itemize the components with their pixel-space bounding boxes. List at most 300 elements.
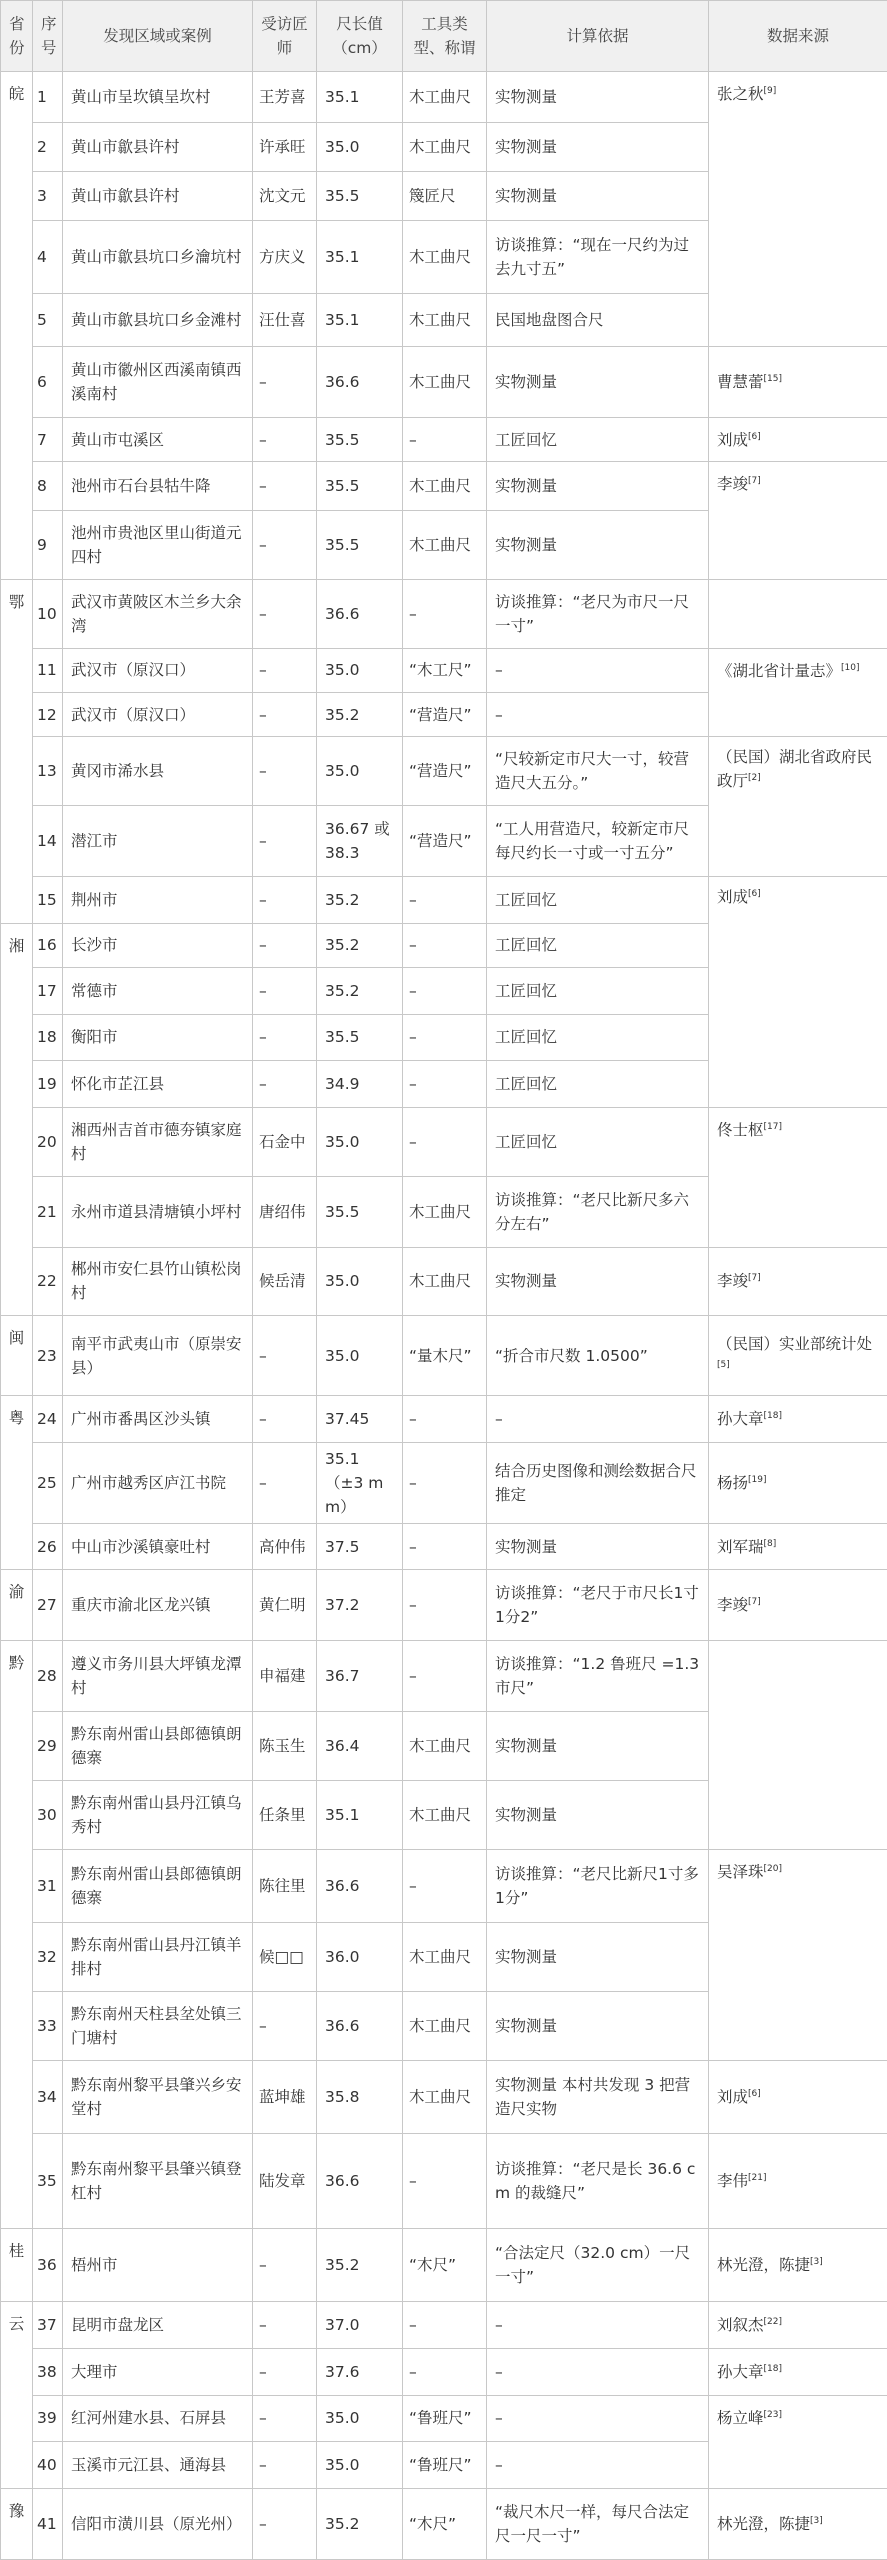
province-cell: 皖 [1, 71, 33, 579]
table-row [1, 2302, 887, 2349]
row-value: 35.1 [317, 71, 403, 122]
row-craftsman: – [253, 2442, 317, 2489]
row-craftsman: – [253, 1991, 317, 2060]
row-basis: 访谈推算：“现在一尺约为过去九寸五” [487, 220, 709, 293]
row-region: 昆明市盘龙区 [63, 2302, 253, 2349]
row-basis: 实物测量 [487, 1712, 709, 1781]
row-region: 黄山市歙县许村 [63, 171, 253, 220]
row-tool: “量木尺” [403, 1316, 487, 1396]
source-ref: [7] [748, 476, 761, 487]
header-value: 尺长值（cm） [317, 1, 403, 72]
row-craftsman: – [253, 877, 317, 924]
row-value: 36.67 或38.3 [317, 806, 403, 877]
row-value: 35.2 [317, 968, 403, 1015]
row-craftsman: – [253, 2348, 317, 2395]
table-row [1, 418, 887, 462]
row-basis: 实物测量 [487, 1523, 709, 1570]
row-region: 潜江市 [63, 806, 253, 877]
row-value: 35.0 [317, 123, 403, 172]
row-no: 28 [33, 1641, 63, 1712]
row-region: 黔东南州黎平县肇兴乡安堂村 [63, 2060, 253, 2133]
row-region: 黔东南州雷山县丹江镇乌秀村 [63, 1781, 253, 1850]
row-craftsman: 汪仕喜 [253, 293, 317, 346]
row-source [709, 2060, 887, 2133]
row-region: 黄山市歙县坑口乡瀹坑村 [63, 220, 253, 293]
source-ref: [9] [763, 85, 777, 96]
row-no: 14 [33, 806, 63, 877]
header-province: 省份 [1, 1, 33, 72]
row-craftsman: – [253, 418, 317, 462]
row-tool: 木工曲尺 [403, 1781, 487, 1850]
row-value: 35.0 [317, 1316, 403, 1396]
source-ref: [22] [763, 2317, 782, 2327]
source-text: 刘叙杰 [717, 2316, 764, 2335]
row-value: 35.0 [317, 1107, 403, 1176]
row-basis: 实物测量 本村共发现 3 把营造尺实物 [487, 2060, 709, 2133]
row-value: 36.4 [317, 1712, 403, 1781]
row-region: 常德市 [63, 968, 253, 1015]
row-basis: 访谈推算：“老尺是长 36.6 cm 的裁缝尺” [487, 2133, 709, 2228]
row-basis: 访谈推算：“老尺比新尺多六分左右” [487, 1176, 709, 1247]
table-row [1, 1316, 887, 1396]
row-source [709, 2395, 887, 2488]
row-tool: – [403, 1061, 487, 1108]
row-craftsman: 王芳喜 [253, 71, 317, 122]
row-value: 35.5 [317, 418, 403, 462]
row-value: 36.6 [317, 347, 403, 418]
row-region: 黔东南州雷山县丹江镇羊排村 [63, 1923, 253, 1992]
province-cell: 渝 [1, 1570, 33, 1641]
row-basis: 工匠回忆 [487, 418, 709, 462]
province-cell: 粤 [1, 1396, 33, 1570]
row-tool: “木尺” [403, 2229, 487, 2302]
row-basis: 实物测量 [487, 123, 709, 172]
row-value: 35.1 [317, 293, 403, 346]
table-row [1, 347, 887, 418]
table-row [1, 1849, 887, 1922]
row-basis: “工人用营造尺，较新定市尺每尺约长一寸或一寸五分” [487, 806, 709, 877]
row-region: 玉溪市元江县、通海县 [63, 2442, 253, 2489]
row-value: 36.6 [317, 1991, 403, 2060]
row-source [709, 1107, 887, 1247]
row-basis: 实物测量 [487, 171, 709, 220]
row-craftsman: – [253, 1396, 317, 1443]
row-region: 广州市越秀区庐江书院 [63, 1442, 253, 1523]
source-text: （民国）湖北省政府民政厅 [717, 748, 873, 791]
row-tool: “木尺” [403, 2488, 487, 2559]
source-text: 林光澄，陈捷 [717, 2256, 811, 2275]
row-basis: – [487, 693, 709, 737]
row-no: 7 [33, 418, 63, 462]
row-craftsman: 陈往里 [253, 1849, 317, 1922]
header-region: 发现区域或案例 [63, 1, 253, 72]
row-source [709, 1316, 887, 1396]
table-row [1, 877, 887, 924]
row-value: 36.6 [317, 2133, 403, 2228]
table-row [1, 462, 887, 511]
row-craftsman: – [253, 737, 317, 806]
row-tool: – [403, 1641, 487, 1712]
row-no: 9 [33, 511, 63, 580]
table-row [1, 1641, 887, 1712]
source-ref: [20] [763, 1863, 782, 1874]
row-no: 6 [33, 347, 63, 418]
header-row [1, 1, 887, 72]
row-craftsman: 许承旺 [253, 123, 317, 172]
row-tool: – [403, 968, 487, 1015]
row-region: 武汉市黄陂区木兰乡大余湾 [63, 579, 253, 648]
row-source [709, 2302, 887, 2349]
row-no: 32 [33, 1923, 63, 1992]
row-tool: – [403, 1849, 487, 1922]
row-basis: “合法定尺（32.0 cm）一尺一寸” [487, 2229, 709, 2302]
row-value: 35.2 [317, 923, 403, 967]
row-craftsman: – [253, 968, 317, 1015]
row-no: 22 [33, 1247, 63, 1316]
row-region: 黄山市歙县许村 [63, 123, 253, 172]
row-value: 35.0 [317, 2442, 403, 2489]
source-text: 曹慧蕾 [717, 373, 764, 392]
row-basis: 实物测量 [487, 1923, 709, 1992]
row-no: 31 [33, 1849, 63, 1922]
row-tool: “鲁班尺” [403, 2395, 487, 2442]
row-no: 5 [33, 293, 63, 346]
header-source: 数据来源 [709, 1, 887, 72]
source-ref: [21] [748, 2172, 767, 2183]
table-row [1, 648, 887, 692]
row-basis: 工匠回忆 [487, 1014, 709, 1061]
row-craftsman: 高仲伟 [253, 1523, 317, 1570]
row-value: 35.1（±3 mm） [317, 1442, 403, 1523]
source-ref: [6] [748, 2088, 761, 2099]
row-no: 17 [33, 968, 63, 1015]
row-region: 遵义市务川县大坪镇龙潭村 [63, 1641, 253, 1712]
table-row [1, 1396, 887, 1443]
province-cell: 鄂 [1, 579, 33, 923]
row-value: 37.2 [317, 1570, 403, 1641]
row-basis: – [487, 648, 709, 692]
row-region: 怀化市芷江县 [63, 1061, 253, 1108]
row-no: 29 [33, 1712, 63, 1781]
row-tool: 木工曲尺 [403, 462, 487, 511]
row-basis: 实物测量 [487, 71, 709, 122]
row-value: 35.8 [317, 2060, 403, 2133]
header-no: 序号 [33, 1, 63, 72]
row-basis: 实物测量 [487, 511, 709, 580]
row-craftsman: – [253, 511, 317, 580]
row-region: 郴州市安仁县竹山镇松岗村 [63, 1247, 253, 1316]
row-region: 黔东南州天柱县坌处镇三门塘村 [63, 1991, 253, 2060]
row-no: 21 [33, 1176, 63, 1247]
row-no: 33 [33, 1991, 63, 2060]
row-region: 南平市武夷山市（原崇安县） [63, 1316, 253, 1396]
row-region: 黄山市歙县坑口乡金滩村 [63, 293, 253, 346]
row-value: 35.2 [317, 693, 403, 737]
row-tool: “营造尺” [403, 737, 487, 806]
row-tool: 木工曲尺 [403, 220, 487, 293]
row-basis: – [487, 2302, 709, 2349]
row-source [709, 2229, 887, 2302]
row-tool: – [403, 1396, 487, 1443]
row-tool: 木工曲尺 [403, 1247, 487, 1316]
header-basis: 计算依据 [487, 1, 709, 72]
row-tool: 木工曲尺 [403, 1923, 487, 1992]
row-craftsman: – [253, 923, 317, 967]
row-no: 13 [33, 737, 63, 806]
row-tool: “营造尺” [403, 806, 487, 877]
source-text: 孙大章 [717, 2362, 764, 2381]
source-text: 刘军瑞 [717, 1537, 764, 1556]
table-row [1, 1442, 887, 1523]
source-text: 李伟 [717, 2171, 749, 2190]
row-value: 35.0 [317, 1247, 403, 1316]
row-value: 36.6 [317, 1849, 403, 1922]
row-region: 大理市 [63, 2348, 253, 2395]
row-basis: 实物测量 [487, 347, 709, 418]
row-tool: 木工曲尺 [403, 1712, 487, 1781]
row-no: 12 [33, 693, 63, 737]
source-ref: [7] [748, 1597, 761, 1608]
row-region: 武汉市（原汉口） [63, 648, 253, 692]
row-basis: 结合历史图像和测绘数据合尺推定 [487, 1442, 709, 1523]
row-craftsman: – [253, 2395, 317, 2442]
source-text: 李竣 [717, 1596, 749, 1615]
row-craftsman: 候岳清 [253, 1247, 317, 1316]
source-ref: [10] [841, 662, 860, 673]
row-no: 30 [33, 1781, 63, 1850]
row-source [709, 1523, 887, 1570]
source-ref: [5] [717, 1359, 730, 1370]
table-row [1, 2229, 887, 2302]
row-basis: “尺较新定市尺大一寸，较营造尺大五分。” [487, 737, 709, 806]
row-basis: “裁尺木尺一样，每尺合法定尺一尺一寸” [487, 2488, 709, 2559]
row-tool: – [403, 877, 487, 924]
row-basis: 访谈推算：“老尺于市尺长1寸1分2” [487, 1570, 709, 1641]
row-value: 35.2 [317, 2229, 403, 2302]
province-cell: 闽 [1, 1316, 33, 1396]
province-cell: 湘 [1, 923, 33, 1316]
table-row [1, 2488, 887, 2559]
row-source [709, 1570, 887, 1641]
row-tool: – [403, 1442, 487, 1523]
row-craftsman: – [253, 1442, 317, 1523]
row-region: 黄山市徽州区西溪南镇西溪南村 [63, 347, 253, 418]
row-tool: 木工曲尺 [403, 123, 487, 172]
row-tool: “鲁班尺” [403, 2442, 487, 2489]
row-basis: 工匠回忆 [487, 968, 709, 1015]
source-text: （民国）实业部统计处 [717, 1334, 873, 1353]
row-basis: 工匠回忆 [487, 1061, 709, 1108]
row-region: 红河州建水县、石屏县 [63, 2395, 253, 2442]
row-basis: – [487, 2442, 709, 2489]
row-source [709, 347, 887, 418]
row-region: 中山市沙溪镇豪吐村 [63, 1523, 253, 1570]
source-text: 佟士枢 [717, 1120, 764, 1139]
row-craftsman: 陈玉生 [253, 1712, 317, 1781]
row-no: 18 [33, 1014, 63, 1061]
row-no: 1 [33, 71, 63, 122]
row-tool: 木工曲尺 [403, 511, 487, 580]
row-craftsman: 陆发章 [253, 2133, 317, 2228]
row-craftsman: – [253, 579, 317, 648]
row-source [709, 648, 887, 737]
row-no: 40 [33, 2442, 63, 2489]
source-text: 林光澄，陈捷 [717, 2514, 811, 2533]
row-value: 36.6 [317, 579, 403, 648]
row-value: 35.0 [317, 2395, 403, 2442]
source-ref: [7] [748, 1273, 761, 1284]
row-no: 16 [33, 923, 63, 967]
row-tool: 木工曲尺 [403, 71, 487, 122]
row-tool: – [403, 579, 487, 648]
row-no: 11 [33, 648, 63, 692]
source-ref: [17] [763, 1121, 782, 1132]
row-craftsman: – [253, 2302, 317, 2349]
province-cell: 云 [1, 2302, 33, 2488]
row-region: 池州市贵池区里山街道元四村 [63, 511, 253, 580]
row-tool: – [403, 2348, 487, 2395]
row-no: 37 [33, 2302, 63, 2349]
row-no: 2 [33, 123, 63, 172]
row-basis: – [487, 1396, 709, 1443]
row-value: 35.2 [317, 2488, 403, 2559]
row-no: 35 [33, 2133, 63, 2228]
row-craftsman: – [253, 2229, 317, 2302]
table-row [1, 1570, 887, 1641]
row-source [709, 1442, 887, 1523]
row-craftsman: – [253, 1316, 317, 1396]
row-value: 35.2 [317, 877, 403, 924]
row-no: 19 [33, 1061, 63, 1108]
row-value: 35.5 [317, 1014, 403, 1061]
row-basis: 工匠回忆 [487, 923, 709, 967]
source-ref: [23] [763, 2409, 782, 2420]
row-no: 24 [33, 1396, 63, 1443]
row-value: 37.45 [317, 1396, 403, 1443]
row-no: 15 [33, 877, 63, 924]
row-basis: 实物测量 [487, 1247, 709, 1316]
row-craftsman: 蓝坤雄 [253, 2060, 317, 2133]
row-region: 池州市石台县牯牛降 [63, 462, 253, 511]
row-region: 黔东南州雷山县郎德镇朗德寨 [63, 1712, 253, 1781]
row-region: 黔东南州雷山县郎德镇朗德寨 [63, 1849, 253, 1922]
row-source [709, 2348, 887, 2395]
row-no: 10 [33, 579, 63, 648]
row-region: 黄山市呈坎镇呈坎村 [63, 71, 253, 122]
row-craftsman: – [253, 648, 317, 692]
row-craftsman: 方庆义 [253, 220, 317, 293]
row-tool: 木工曲尺 [403, 347, 487, 418]
row-craftsman: 候□□ [253, 1923, 317, 1992]
row-source [709, 1247, 887, 1316]
row-value: 36.0 [317, 1923, 403, 1992]
row-no: 36 [33, 2229, 63, 2302]
table-row [1, 2395, 887, 2442]
province-cell: 黔 [1, 1641, 33, 2229]
source-ref: [6] [748, 889, 761, 900]
row-source [709, 71, 887, 346]
table-row [1, 1107, 887, 1176]
row-basis: 实物测量 [487, 1991, 709, 2060]
row-value: 35.1 [317, 220, 403, 293]
row-value: 37.6 [317, 2348, 403, 2395]
source-ref: [18] [763, 2363, 782, 2374]
table-row [1, 1247, 887, 1316]
row-region: 黄山市屯溪区 [63, 418, 253, 462]
row-craftsman: – [253, 2488, 317, 2559]
row-tool: – [403, 2133, 487, 2228]
row-source [709, 2133, 887, 2228]
row-craftsman: 黄仁明 [253, 1570, 317, 1641]
row-value: 34.9 [317, 1061, 403, 1108]
row-no: 27 [33, 1570, 63, 1641]
row-craftsman: – [253, 1014, 317, 1061]
row-region: 广州市番禺区沙头镇 [63, 1396, 253, 1443]
source-text: 吴泽珠 [717, 1862, 764, 1881]
row-no: 38 [33, 2348, 63, 2395]
row-value: 36.7 [317, 1641, 403, 1712]
row-basis: – [487, 2348, 709, 2395]
row-value: 35.5 [317, 1176, 403, 1247]
row-tool: – [403, 1523, 487, 1570]
row-source [709, 462, 887, 580]
row-source-empty [709, 1641, 887, 1850]
row-tool: 木工曲尺 [403, 1176, 487, 1247]
source-ref: [19] [748, 1474, 767, 1485]
source-ref: [15] [763, 373, 782, 384]
row-craftsman: – [253, 806, 317, 877]
row-no: 20 [33, 1107, 63, 1176]
row-value: 37.0 [317, 2302, 403, 2349]
row-region: 衡阳市 [63, 1014, 253, 1061]
source-text: 杨扬 [717, 1473, 749, 1492]
table-row [1, 737, 887, 806]
row-no: 39 [33, 2395, 63, 2442]
row-basis: 民国地盘图合尺 [487, 293, 709, 346]
source-text: 刘成 [717, 2087, 749, 2106]
row-source [709, 737, 887, 877]
row-basis: 访谈推算：“老尺为市尺一尺一寸” [487, 579, 709, 648]
row-tool: – [403, 1107, 487, 1176]
row-value: 35.5 [317, 462, 403, 511]
table-row [1, 2060, 887, 2133]
row-value: 37.5 [317, 1523, 403, 1570]
row-region: 梧州市 [63, 2229, 253, 2302]
row-tool: – [403, 1014, 487, 1061]
source-ref: [18] [763, 1410, 782, 1421]
row-source [709, 2488, 887, 2559]
row-tool: “营造尺” [403, 693, 487, 737]
source-ref: [2] [748, 773, 761, 784]
table-row [1, 1523, 887, 1570]
row-no: 8 [33, 462, 63, 511]
row-craftsman: – [253, 693, 317, 737]
source-text: 刘成 [717, 430, 749, 449]
row-region: 黄冈市浠水县 [63, 737, 253, 806]
row-tool: – [403, 1570, 487, 1641]
source-text: 孙大章 [717, 1410, 764, 1428]
row-craftsman: 沈文元 [253, 171, 317, 220]
province-cell: 豫 [1, 2488, 33, 2559]
row-basis: “折合市尺数 1.0500” [487, 1316, 709, 1396]
row-craftsman: 唐绍伟 [253, 1176, 317, 1247]
row-source [709, 1849, 887, 2060]
row-basis: 实物测量 [487, 1781, 709, 1850]
row-no: 34 [33, 2060, 63, 2133]
table-row [1, 71, 887, 122]
row-tool: – [403, 418, 487, 462]
row-no: 26 [33, 1523, 63, 1570]
